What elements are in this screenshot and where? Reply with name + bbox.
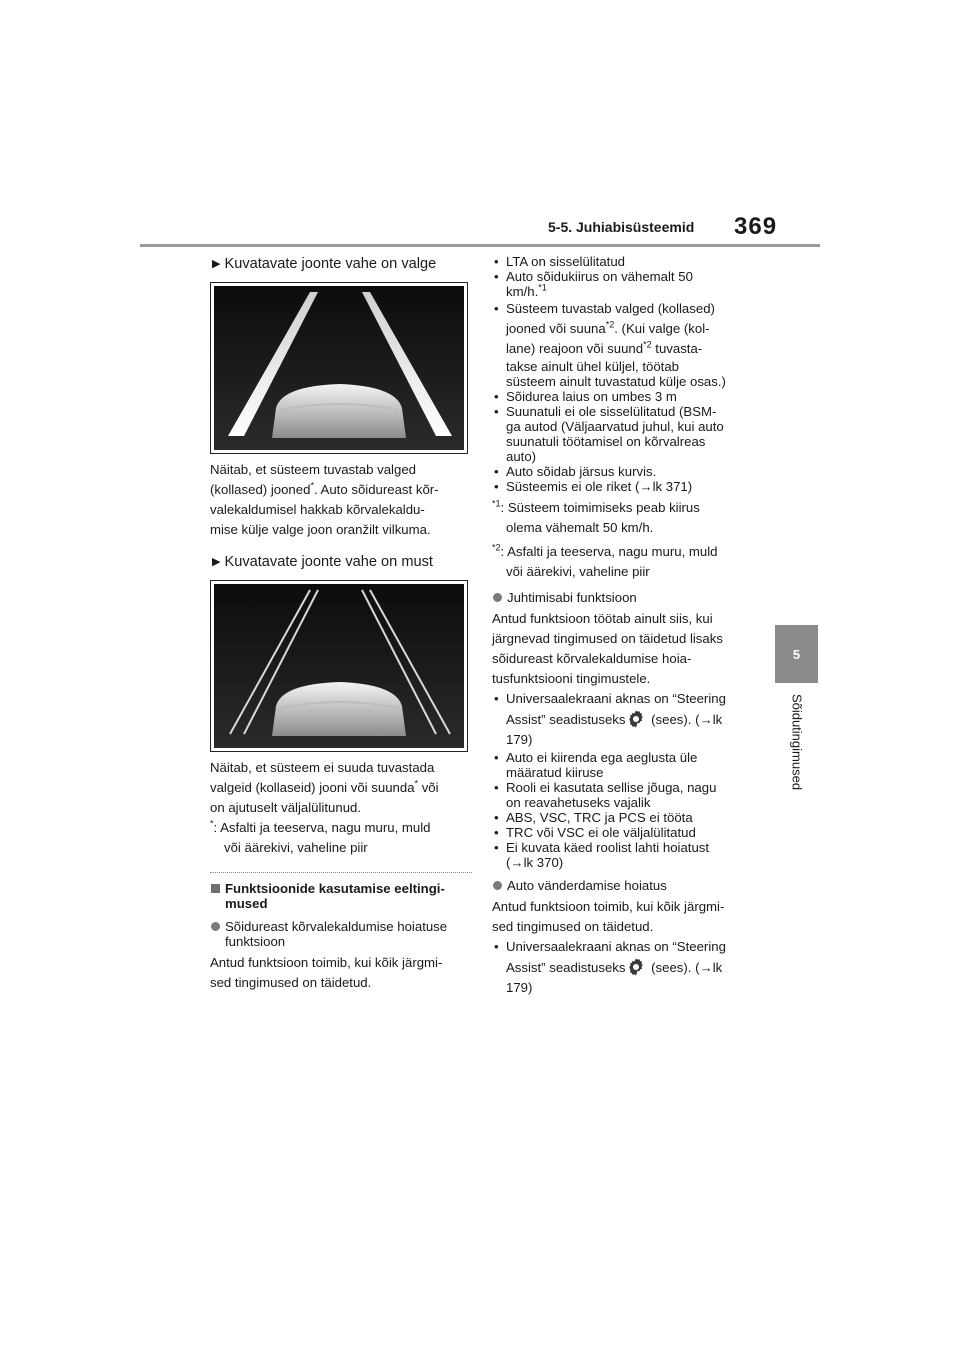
- header-rule: [140, 244, 820, 247]
- list-item: • TRC või VSC ei ole väljalülitatud: [494, 825, 696, 840]
- list-item: • ABS, VSC, TRC ja PCS ei tööta: [494, 810, 693, 825]
- figure2-caption-line3: on ajutuselt väljalülitunud.: [210, 800, 362, 815]
- sway-paragraph-line1: Antud funktsioon toimib, kui kõik järgmi-: [492, 899, 725, 914]
- figure1-caption-line3: valekaldumisel hakkab kõrvalekaldu-: [210, 502, 425, 517]
- right-column: [492, 254, 762, 998]
- chapter-number: 5: [792, 646, 801, 662]
- lda-conditions-list: [492, 254, 762, 494]
- section-block: [210, 872, 472, 993]
- arrow-right-icon: →: [699, 712, 713, 727]
- footnote1-line1: $^{*1}$: Süsteem toimimiseks peab kiirus: [492, 498, 700, 515]
- left-column: [210, 254, 472, 993]
- section-heading: Funktsioonide kasutamise eeltingi- mused: [210, 881, 472, 911]
- sway-warning-heading: Auto vänderdamise hoiatus: [492, 878, 762, 893]
- list-item: • Ei kuvata käed roolist lahti hoiatust (→lk 370): [494, 840, 710, 870]
- figure2-heading: ▶ Kuvatavate joonte vahe on must: [212, 554, 433, 570]
- gear-icon: [626, 957, 646, 977]
- figure1-illustration: [210, 282, 468, 454]
- list-item: • Universaalekraani aknas on “Steering Assist” seadistuseks (sees). (→lk 179): [494, 691, 726, 747]
- subsection-paragraph-line2: sed tingimused on täidetud.: [210, 975, 372, 990]
- list-item: • Auto ei kiirenda ega aeglusta üle määratud kiiruse: [494, 750, 698, 780]
- footnote1-line2: olema vähemalt 50 km/h.: [506, 520, 654, 535]
- sway-paragraph-line2: sed tingimused on täidetud.: [492, 919, 654, 934]
- steering-paragraph-line4: tusfunktsiooni tingimustele.: [492, 671, 651, 686]
- triangle-right-icon: ▶: [212, 258, 221, 270]
- footnote2-line2: või äärekivi, vaheline piir: [506, 564, 650, 579]
- list-item: • LTA on sisselülitatud: [494, 254, 625, 269]
- lane-display-black-image: [214, 584, 464, 748]
- list-item: • Rooli ei kasutata sellise jõuga, nagu on reavahetuseks vajalik: [494, 780, 717, 810]
- figure1-caption-line4: mise külje valge joon oranžilt vilkuma.: [210, 522, 431, 537]
- chapter-tab: [775, 625, 818, 683]
- circle-bullet-icon: [493, 593, 502, 602]
- subsection-paragraph-line1: Antud funktsioon toimib, kui kõik järgmi-: [210, 955, 443, 970]
- figure1-heading: ▶ Kuvatavate joonte vahe on valge: [212, 256, 437, 272]
- figure1-caption-line1: Näitab, et süsteem tuvastab valged: [210, 462, 416, 477]
- footnote2-line1: $^{*2}$: Asfalti ja teeserva, nagu muru, muld: [492, 542, 718, 559]
- section-title: 5-5. Juhiabisüsteemid: [548, 219, 695, 235]
- list-item: • Suunatuli ei ole sisselülitatud (BSM- ga autod (Väljaarvatud juhul, kui auto suunatuli töötamisel on kõrvalreas auto): [494, 404, 724, 464]
- arrow-right-icon: →: [639, 479, 653, 494]
- subsection-heading: Sõidureast kõrvalekaldumise hoiatuse funktsioon: [210, 919, 472, 949]
- footnote-line1: *: Asfalti ja teeserva, nagu muru, muld: [210, 818, 431, 835]
- circle-bullet-icon: [211, 922, 220, 931]
- figure2-illustration: [210, 580, 468, 752]
- chapter-title: Sõidutingimused: [789, 693, 805, 791]
- car-hood: [272, 384, 406, 438]
- arrow-right-icon: →: [510, 855, 524, 870]
- figure2-caption-line2: valgeid (kollaseid) jooni või suunda* või: [210, 778, 439, 795]
- list-item: • Universaalekraani aknas on “Steering Assist” seadistuseks (sees). (→lk 179): [494, 939, 726, 995]
- sway-conditions-list: [492, 937, 762, 998]
- steering-paragraph-line3: sõidureast kõrvalekaldumise hoia-: [492, 651, 692, 666]
- triangle-right-icon: ▶: [212, 556, 221, 568]
- steering-paragraph-line1: Antud funktsioon töötab ainult siis, kui: [492, 611, 713, 626]
- car-hood: [272, 682, 406, 736]
- circle-bullet-icon: [493, 881, 502, 890]
- list-item: • Auto sõidukiirus on vähemalt 50 km/h.$^{*1}$: [494, 269, 693, 299]
- footnote-line2: või äärekivi, vaheline piir: [224, 840, 368, 855]
- steering-paragraph-line2: järgnevad tingimused on täidetud lisaks: [492, 631, 723, 646]
- list-item: • Sõidurea laius on umbes 3 m: [494, 389, 677, 404]
- steering-assist-heading: Juhtimisabi funktsioon: [492, 590, 762, 605]
- lane-display-white-image: [214, 286, 464, 450]
- page-number: 369: [734, 213, 778, 240]
- square-bullet-icon: [211, 884, 220, 893]
- figure2-caption-line1: Näitab, et süsteem ei suuda tuvastada: [210, 760, 435, 775]
- steering-conditions-list: [492, 689, 762, 870]
- list-item: • Süsteem tuvastab valged (kollased) jooned või suuna$^{*2}$. (Kui valge (kol- lane) reajoon või suund$^{*2}$ tuvasta-: [494, 301, 715, 356]
- gear-icon: [626, 709, 646, 729]
- list-item: • Auto sõidab järsus kurvis.: [494, 464, 657, 479]
- list-item: takse ainult ühel küljel, töötab süsteem ainult tuvastatud külje osas.): [506, 359, 726, 389]
- list-item: • Süsteemis ei ole riket (→lk 371): [494, 479, 693, 494]
- figure1-caption-line2: (kollased) jooned*. Auto sõidureast kõr-: [210, 480, 439, 497]
- arrow-right-icon: →: [699, 960, 713, 975]
